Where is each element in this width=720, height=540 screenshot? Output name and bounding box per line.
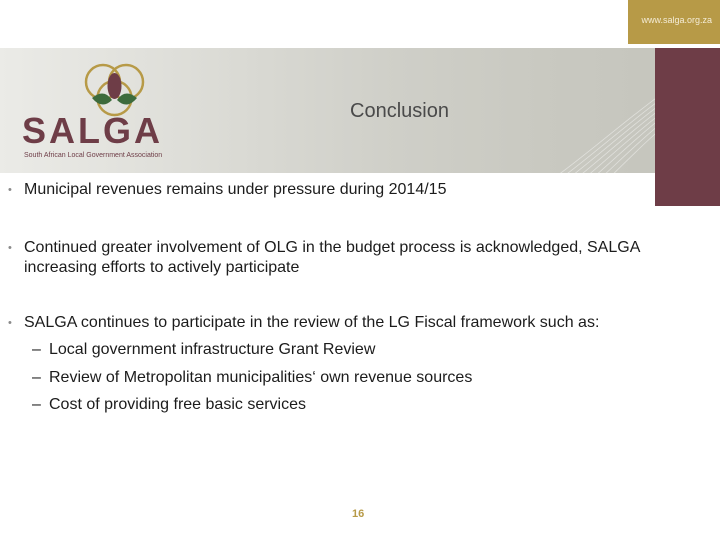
dash-icon: – [32, 369, 41, 386]
bullet-item: • Continued greater involvement of OLG in the budget process is acknowledged, SALGA increasing efforts to actively participate [8, 239, 640, 276]
bullet-dot-icon: • [8, 317, 12, 329]
dash-icon: – [32, 396, 41, 413]
svg-text:South African Local Government: South African Local Government Association [24, 152, 163, 159]
bullet-dot-icon: • [8, 242, 12, 254]
page-number: 16 [352, 508, 365, 520]
salga-emblem [86, 65, 143, 115]
sub-bullet-item: – Cost of providing free basic services [32, 396, 306, 413]
bullet-item: • Municipal revenues remains under pressure during 2014/15 [8, 181, 447, 198]
svg-text:SALGA: SALGA [22, 110, 163, 151]
website-url: www.salga.org.za [641, 15, 712, 25]
url-box [628, 0, 720, 44]
salga-logo [20, 58, 220, 162]
top-bar [0, 0, 628, 44]
sub-bullet-item: – Review of Metropolitan municipalities‘ own revenue sources [32, 369, 473, 386]
bullet-dot-icon: • [8, 184, 12, 196]
slide-title: Conclusion [350, 100, 449, 122]
bullet-item: • SALGA continues to participate in the review of the LG Fiscal framework such as: [8, 314, 600, 331]
sub-bullet-item: – Local government infrastructure Grant Review [32, 341, 376, 358]
dash-icon: – [32, 341, 41, 358]
